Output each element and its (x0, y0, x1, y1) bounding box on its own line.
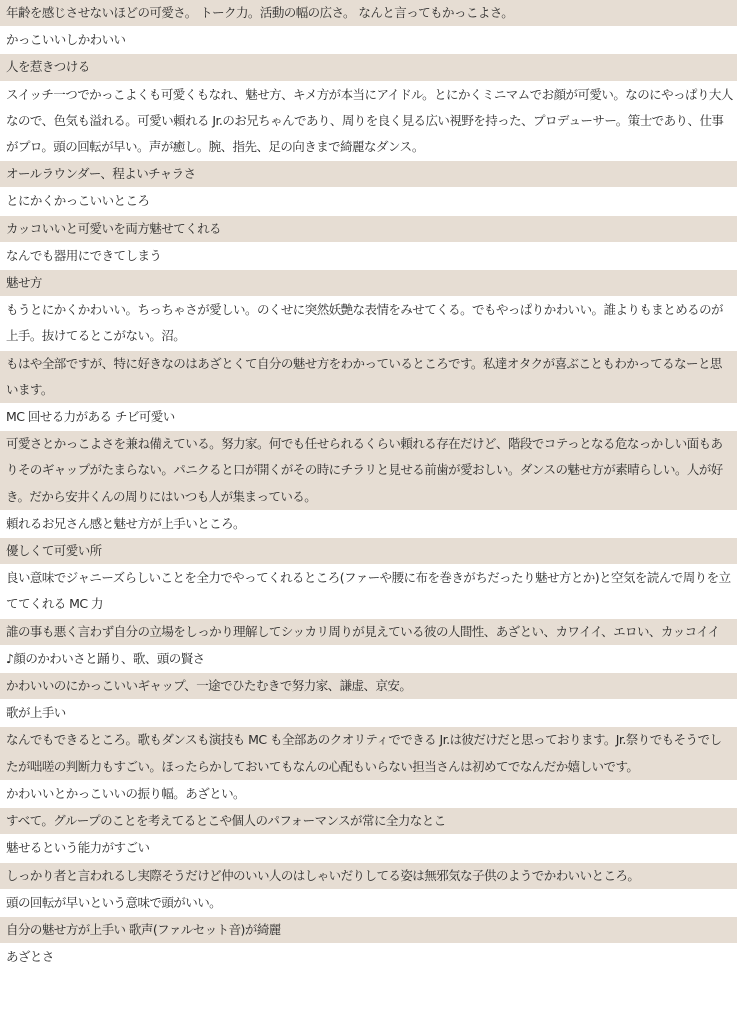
list-item: かわいいとかっこいいの振り幅。あざとい。 (0, 781, 737, 808)
list-item: スイッチ一つでかっこよくも可愛くもなれ、魅せ方、キメ方が本当にアイドル。とにかくミニマムでお顔が可愛い。なのにやっぱり大人なので、色気も溢れる。可愛い頼れる Jr.のお兄ちゃんであり、周りを良く見る広い視野を持った、プロデューサー。策士であり、仕事がプロ。頭の回転が早い。声が癒し。腕、指先、足の向きまで綺麗なダンス。 (0, 82, 737, 162)
list-item: しっかり者と言われるし実際そうだけど仲のいい人のはしゃいだりしてる姿は無邪気な子供のようでかわいいところ。 (0, 863, 737, 890)
list-item: 良い意味でジャニーズらしいことを全力でやってくれるところ(ファーや腰に布を巻きがちだったり魅せ方とか)と空気を読んで周りを立ててくれる MC 力 (0, 565, 737, 618)
list-item: かわいいのにかっこいいギャップ、一途でひたむきで努力家、謙虚、京安。 (0, 673, 737, 700)
list-item: かっこいいしかわいい (0, 27, 737, 54)
list-item: 自分の魅せ方が上手い 歌声(ファルセット音)が綺麗 (0, 917, 737, 944)
list-item: 誰の事も悪く言わず自分の立場をしっかり理解してシッカリ周りが見えている彼の人間性、あざとい、カワイイ、エロい、カッコイイ (0, 619, 737, 646)
list-item: なんでもできるところ。歌もダンスも演技も MC も全部あのクオリティでできる Jr.は彼だけだと思っております。Jr.祭りでもそうでしたが咄嗟の判断力もすごい。ほったらかしておいてもなんの心配もいらない担当さんは初めてでなんだか嬉しいです。 (0, 727, 737, 780)
list-item: あざとさ (0, 944, 737, 971)
list-item: なんでも器用にできてしまう (0, 243, 737, 270)
list-item: 年齢を感じさせないほどの可愛さ。 トーク力。活動の幅の広さ。 なんと言ってもかっこよさ。 (0, 0, 737, 27)
list-item: オールラウンダー、程よいチャラさ (0, 161, 737, 188)
list-item: とにかくかっこいいところ (0, 188, 737, 215)
list-item: カッコいいと可愛いを両方魅せてくれる (0, 216, 737, 243)
list-item: ♪顔のかわいさと踊り、歌、頭の賢さ (0, 646, 737, 673)
list-item: 可愛さとかっこよさを兼ね備えている。努力家。何でも任せられるくらい頼れる存在だけど、階段でコテっとなる危なっかしい面もありそのギャップがたまらない。パニクると口が開くがその時にチラリと見せる前歯が愛おしい。ダンスの魅せ方が素晴らしい。人が好き。だから安井くんの周りにはいつも人が集まっている。 (0, 431, 737, 511)
list-item: すべて。グループのことを考えてるとこや個人のパフォーマンスが常に全力なとこ (0, 808, 737, 835)
list-item: 魅せるという能力がすごい (0, 835, 737, 862)
list-item: 優しくて可愛い所 (0, 538, 737, 565)
list-item: 頭の回転が早いという意味で頭がいい。 (0, 890, 737, 917)
list-item: 人を惹きつける (0, 54, 737, 81)
list-item: もうとにかくかわいい。ちっちゃさが愛しい。のくせに突然妖艶な表情をみせてくる。でもやっぱりかわいい。誰よりもまとめるのが上手。抜けてるとこがない。沼。 (0, 297, 737, 350)
list-item: MC 回せる力がある チビ可愛い (0, 404, 737, 431)
list-item: 魅せ方 (0, 270, 737, 297)
list-item: 歌が上手い (0, 700, 737, 727)
list-item: 頼れるお兄さん感と魅せ方が上手いところ。 (0, 511, 737, 538)
list-item: もはや全部ですが、特に好きなのはあざとくて自分の魅せ方をわかっているところです。私達オタクが喜ぶこともわかってるなーと思います。 (0, 351, 737, 404)
